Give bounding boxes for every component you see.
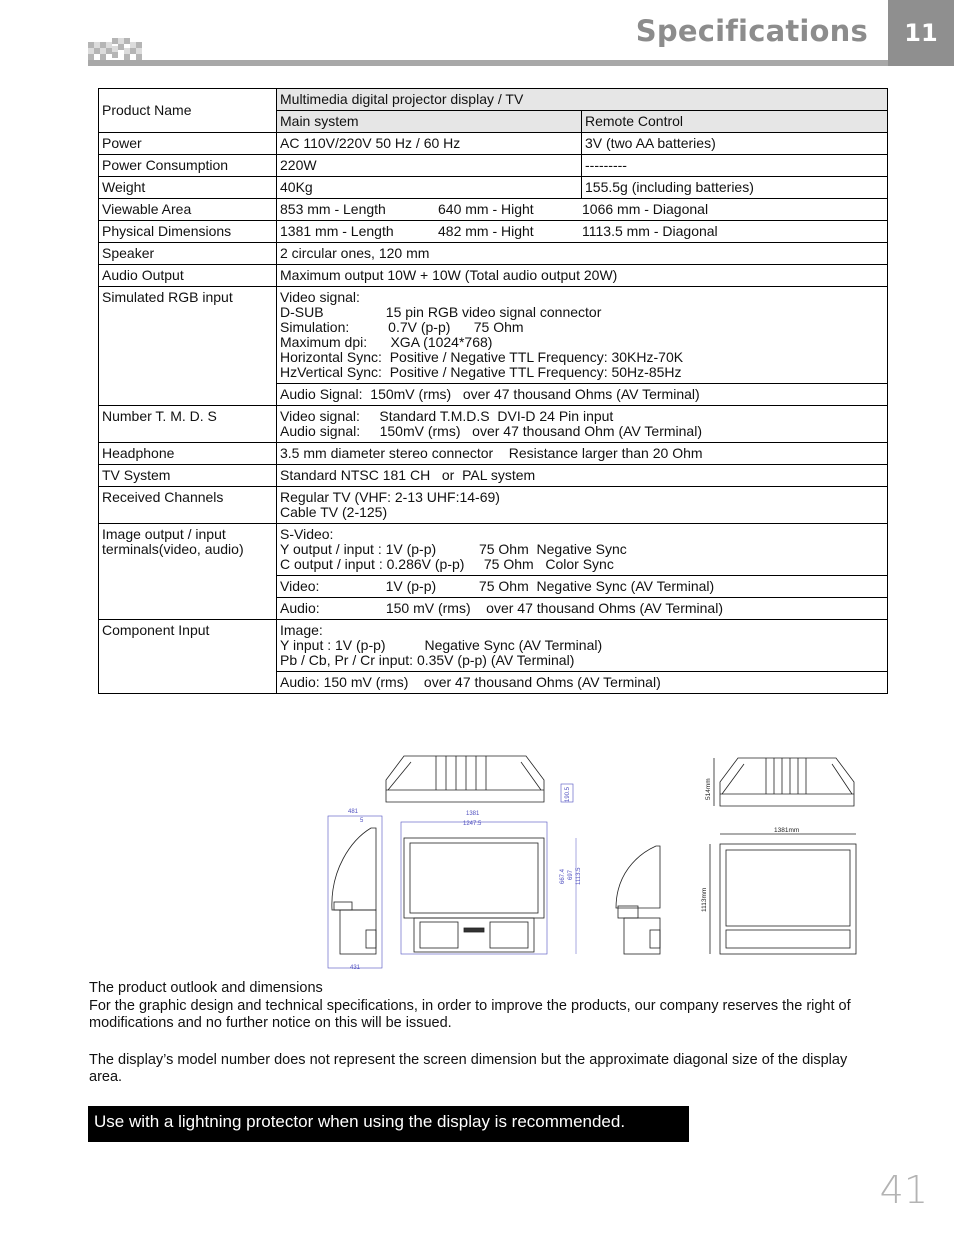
right-height-dim: 1113mm	[701, 887, 708, 912]
row-label: Headphone	[99, 443, 277, 465]
rgb-line: HzVertical Sync: Positive / Negative TTL Frequency: 50Hz-85Hz	[280, 364, 682, 380]
header-rule	[88, 60, 888, 66]
product-outline-figure	[326, 750, 866, 975]
side-top-dim-2: 5	[360, 818, 364, 824]
table-row	[99, 465, 888, 487]
table-row	[99, 89, 888, 111]
rgb-line: Horizontal Sync: Positive / Negative TTL Frequency: 30KHz-70K	[280, 349, 684, 365]
component-audio-text: Audio: 150 mV (rms) over 47 thousand Ohms (AV Terminal)	[280, 674, 661, 690]
row-label: Weight	[99, 177, 277, 199]
rgb-line: Video signal:	[280, 289, 360, 305]
row-label: Simulated RGB input	[99, 287, 277, 406]
row-label: Received Channels	[99, 487, 277, 524]
viewable-height: 640 mm - Hight	[438, 201, 534, 217]
row-label: Power	[99, 133, 277, 155]
physical-diagonal: 1113.5 mm - Diagonal	[582, 223, 718, 239]
component-line: Y input : 1V (p-p) Negative Sync (AV Terminal)	[280, 637, 603, 653]
row-label	[99, 524, 277, 620]
row-value	[277, 199, 888, 221]
row-value	[277, 524, 888, 576]
row-label: TV System	[99, 465, 277, 487]
viewable-length: 853 mm - Length	[280, 201, 386, 217]
svideo-line: Y output / input : 1V (p-p) 75 Ohm Negative Sync	[280, 541, 627, 557]
caption-paragraph-1: For the graphic design and technical specifications, in order to improve the products, our company reserves the right of modifications and no further notice on this will be issued.	[89, 997, 851, 1031]
caption-paragraph-2: The display’s model number does not represent the screen dimension but the approximate diagonal size of the display area.	[89, 1051, 848, 1085]
row-label: Audio Output	[99, 265, 277, 287]
table-row	[99, 487, 888, 524]
row-label: Viewable Area	[99, 199, 277, 221]
product-name-value: Multimedia digital projector display / TV	[277, 89, 888, 111]
table-row	[99, 265, 888, 287]
page-title: Specifications	[635, 14, 868, 48]
channels-line: Cable TV (2-125)	[280, 504, 388, 520]
front-height-dim-3: 1113.5	[576, 867, 582, 885]
row-value	[277, 576, 888, 598]
image-io-label-line: Image output / input	[102, 526, 226, 542]
physical-height: 482 mm - Hight	[438, 223, 534, 239]
row-value	[277, 465, 888, 487]
viewable-diagonal: 1066 mm - Diagonal	[582, 201, 709, 217]
side-top-dim: 481	[348, 809, 359, 815]
top-view-drawing	[386, 756, 573, 802]
rgb-line: D-SUB 15 pin RGB video signal connector	[280, 304, 602, 320]
chapter-number: 11	[888, 0, 954, 66]
row-value	[277, 443, 888, 465]
tv-system-text: Standard NTSC 181 CH or PAL system	[280, 467, 536, 483]
rgb-audio-value	[277, 384, 888, 406]
row-label: Speaker	[99, 243, 277, 265]
audio-text: Audio: 150 mV (rms) over 47 thousand Ohms (AV Terminal)	[280, 600, 723, 616]
row-label: Physical Dimensions	[99, 221, 277, 243]
physical-length: 1381 mm - Length	[280, 223, 394, 239]
video-text: Video: 1V (p-p) 75 Ohm Negative Sync (AV Terminal)	[280, 578, 715, 594]
table-row	[99, 155, 888, 177]
row-remote-value: 155.5g (including batteries)	[582, 177, 888, 199]
row-value: 2 circular ones, 120 mm	[277, 243, 888, 265]
row-label: Power Consumption	[99, 155, 277, 177]
front-height-dim-1: 667.4	[560, 868, 566, 884]
row-main-value: AC 110V/220V 50 Hz / 60 Hz	[277, 133, 582, 155]
front-width-dim: 1381	[466, 811, 480, 817]
caption-block	[89, 980, 869, 1087]
right-view-drawing	[710, 758, 856, 954]
main-system-header: Main system	[277, 111, 582, 133]
table-row	[99, 524, 888, 576]
component-line: Image:	[280, 622, 323, 638]
row-label: Component Input	[99, 620, 277, 694]
front-screen-width-dim: 1247.5	[463, 821, 482, 827]
component-line: Pb / Cb, Pr / Cr input: 0.35V (p-p) (AV Terminal)	[280, 652, 575, 668]
remote-control-header: Remote Control	[582, 111, 888, 133]
side-view-drawing	[328, 816, 382, 968]
row-main-value: 220W	[277, 155, 582, 177]
table-row	[99, 406, 888, 443]
table-row	[99, 221, 888, 243]
table-row	[99, 199, 888, 221]
product-name-label: Product Name	[99, 89, 277, 133]
table-row	[99, 443, 888, 465]
checker-logo-icon	[88, 38, 142, 62]
right-height-top-dim: 514mm	[705, 778, 712, 800]
row-value	[277, 406, 888, 443]
row-value	[277, 598, 888, 620]
row-remote-value: ---------	[582, 155, 888, 177]
svideo-line: S-Video:	[280, 526, 334, 542]
table-row	[99, 133, 888, 155]
tmds-line: Audio signal: 150mV (rms) over 47 thousand Ohm (AV Terminal)	[280, 423, 702, 439]
table-row	[99, 243, 888, 265]
top-depth-dim: 190.5	[565, 786, 571, 802]
front-height-dim-2: 697	[568, 869, 574, 880]
right-width-dim: 1381mm	[774, 827, 800, 834]
row-value: Maximum output 10W + 10W (Total audio output 20W)	[277, 265, 888, 287]
table-row	[99, 177, 888, 199]
specifications-table	[98, 88, 888, 694]
caption-title: The product outlook and dimensions	[89, 980, 323, 996]
image-io-label-line: terminals(video, audio)	[102, 541, 244, 557]
lightning-warning-banner: Use with a lightning protector when using the display is recommended.	[88, 1106, 689, 1142]
channels-line: Regular TV (VHF: 2-13 UHF:14-69)	[280, 489, 500, 505]
table-row	[99, 620, 888, 672]
side-view-small-drawing	[616, 846, 660, 954]
headphone-text: 3.5 mm diameter stereo connector Resistance larger than 20 Ohm	[280, 445, 703, 461]
row-main-value: 40Kg	[277, 177, 582, 199]
table-row	[99, 287, 888, 384]
front-view-drawing	[401, 822, 576, 954]
row-value	[277, 672, 888, 694]
rgb-line: Simulation: 0.7V (p-p) 75 Ohm	[280, 319, 524, 335]
side-bottom-dim: 431	[350, 965, 361, 971]
row-value	[277, 487, 888, 524]
row-label: Number T. M. D. S	[99, 406, 277, 443]
row-value	[277, 620, 888, 672]
rgb-audio-text: Audio Signal: 150mV (rms) over 47 thousand Ohms (AV Terminal)	[280, 386, 700, 402]
rgb-line: Maximum dpi: XGA (1024*768)	[280, 334, 493, 350]
row-value	[277, 287, 888, 384]
page-number: 41	[879, 1168, 928, 1212]
svideo-line: C output / input : 0.286V (p-p) 75 Ohm Color Sync	[280, 556, 614, 572]
row-value	[277, 221, 888, 243]
row-remote-value: 3V (two AA batteries)	[582, 133, 888, 155]
tmds-line: Video signal: Standard T.M.D.S DVI-D 24 Pin input	[280, 408, 614, 424]
